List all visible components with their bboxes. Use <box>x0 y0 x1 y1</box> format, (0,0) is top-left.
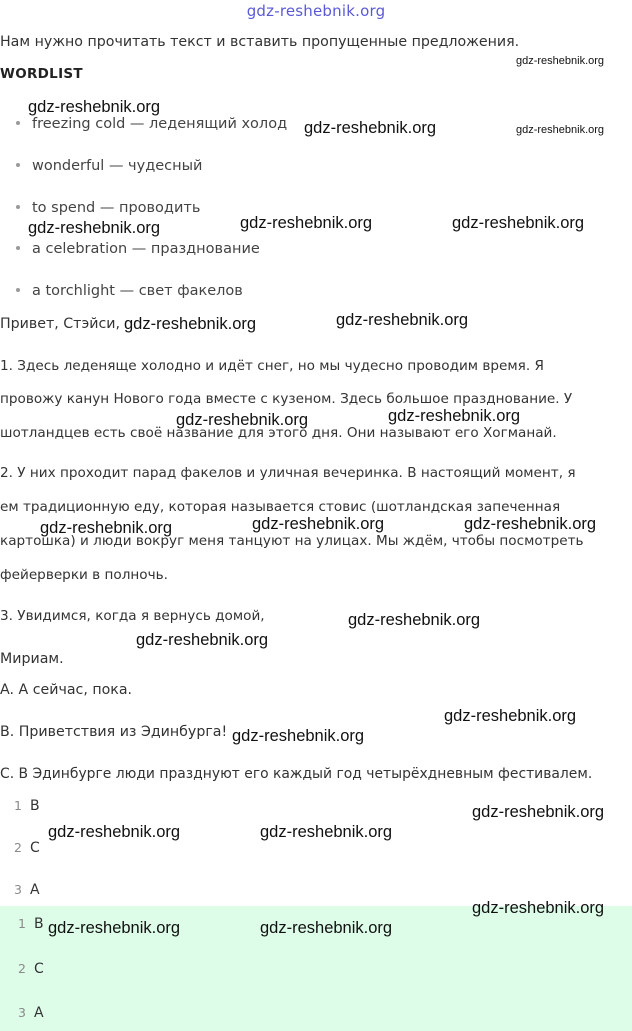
wordlist-item <box>16 158 202 174</box>
correct-answer-row <box>18 961 44 977</box>
site-header-link[interactable]: gdz-reshebnik.org <box>246 2 386 20</box>
bullet-icon <box>16 246 20 250</box>
letter-line: фейерверки в полночь. <box>0 567 168 583</box>
watermark: gdz-reshebnik.org <box>516 55 605 67</box>
letter-line: 1. Здесь леденяще холодно и идёт снег, но мы чудесно проводим время. Я <box>0 358 544 374</box>
wordlist-item-text: freezing cold — леденящий холод <box>32 116 288 132</box>
watermark: gdz-reshebnik.org <box>464 515 597 533</box>
answer-number: 1 <box>14 798 22 813</box>
intro-text: Нам нужно прочитать текст и вставить пропущенные предложения. <box>0 34 520 50</box>
answer-value: C <box>34 961 44 977</box>
watermark: gdz-reshebnik.org <box>48 823 181 841</box>
letter-line: ем традиционную еду, которая называется стовис (шотландская запеченная <box>0 499 561 515</box>
watermark: gdz-reshebnik.org <box>40 519 173 537</box>
watermark: gdz-reshebnik.org <box>388 407 521 425</box>
answer-value: B <box>34 916 44 932</box>
answer-value: B <box>30 798 40 814</box>
option-c: C. В Эдинбурге люди празднуют его каждый год четырёхдневным фестивалем. <box>0 766 593 782</box>
answer-number: 3 <box>14 882 22 897</box>
watermark: gdz-reshebnik.org <box>28 98 161 116</box>
answer-number: 3 <box>18 1005 26 1020</box>
wordlist-item-text: to spend — проводить <box>32 200 201 216</box>
answer-number: 1 <box>18 916 26 931</box>
wordlist-item-text: a celebration — празднование <box>32 241 260 257</box>
letter-line: 2. У них проходит парад факелов и уличная вечеринка. В настоящий момент, я <box>0 465 576 481</box>
option-b: B. Приветствия из Эдинбурга! <box>0 724 228 740</box>
watermark: gdz-reshebnik.org <box>28 219 161 237</box>
letter-line: провожу канун Нового года вместе с кузеном. Здесь большое празднование. У <box>0 391 573 407</box>
answer-row <box>14 798 40 814</box>
answer-value: A <box>30 882 40 898</box>
watermark: gdz-reshebnik.org <box>304 119 437 137</box>
correct-answer-row <box>18 916 44 932</box>
watermark: gdz-reshebnik.org <box>176 411 309 429</box>
watermark: gdz-reshebnik.org <box>136 631 269 649</box>
letter-greeting: Привет, Стэйси, <box>0 316 120 332</box>
watermark: gdz-reshebnik.org <box>260 823 393 841</box>
answer-row <box>14 840 40 856</box>
letter-signature: Мириам. <box>0 651 64 667</box>
bullet-icon <box>16 205 20 209</box>
watermark: gdz-reshebnik.org <box>240 214 373 232</box>
answer-value: A <box>34 1005 44 1021</box>
watermark: gdz-reshebnik.org <box>452 214 585 232</box>
wordlist-item <box>16 116 287 132</box>
answer-number: 2 <box>18 961 26 976</box>
letter-line: шотландцев есть своё название для этого дня. Они называют его Хогманай. <box>0 425 557 441</box>
bullet-icon <box>16 163 20 167</box>
watermark: gdz-reshebnik.org <box>516 124 605 136</box>
correct-answer-row <box>18 1005 44 1021</box>
letter-line: 3. Увидимся, когда я вернусь домой, <box>0 608 265 624</box>
watermark: gdz-reshebnik.org <box>48 919 181 937</box>
watermark: gdz-reshebnik.org <box>472 899 605 917</box>
watermark: gdz-reshebnik.org <box>444 707 577 725</box>
wordlist-item <box>16 241 260 257</box>
wordlist-item <box>16 200 200 216</box>
wordlist-item-text: a torchlight — свет факелов <box>32 283 243 299</box>
wordlist-title: WORDLIST <box>0 66 83 82</box>
answer-number: 2 <box>14 840 22 855</box>
wordlist-item-text: wonderful — чудесный <box>32 158 203 174</box>
option-a: A. А сейчас, пока. <box>0 682 133 698</box>
watermark: gdz-reshebnik.org <box>232 727 365 745</box>
watermark: gdz-reshebnik.org <box>124 315 257 333</box>
watermark: gdz-reshebnik.org <box>336 311 469 329</box>
answer-row <box>14 882 40 898</box>
bullet-icon <box>16 288 20 292</box>
watermark: gdz-reshebnik.org <box>348 611 481 629</box>
watermark: gdz-reshebnik.org <box>260 919 393 937</box>
letter-line: картошка) и люди вокруг меня танцуют на улицах. Мы ждём, чтобы посмотреть <box>0 533 584 549</box>
answer-value: C <box>30 840 40 856</box>
bullet-icon <box>16 121 20 125</box>
watermark: gdz-reshebnik.org <box>252 515 385 533</box>
watermark: gdz-reshebnik.org <box>472 803 605 821</box>
wordlist-item <box>16 283 243 299</box>
